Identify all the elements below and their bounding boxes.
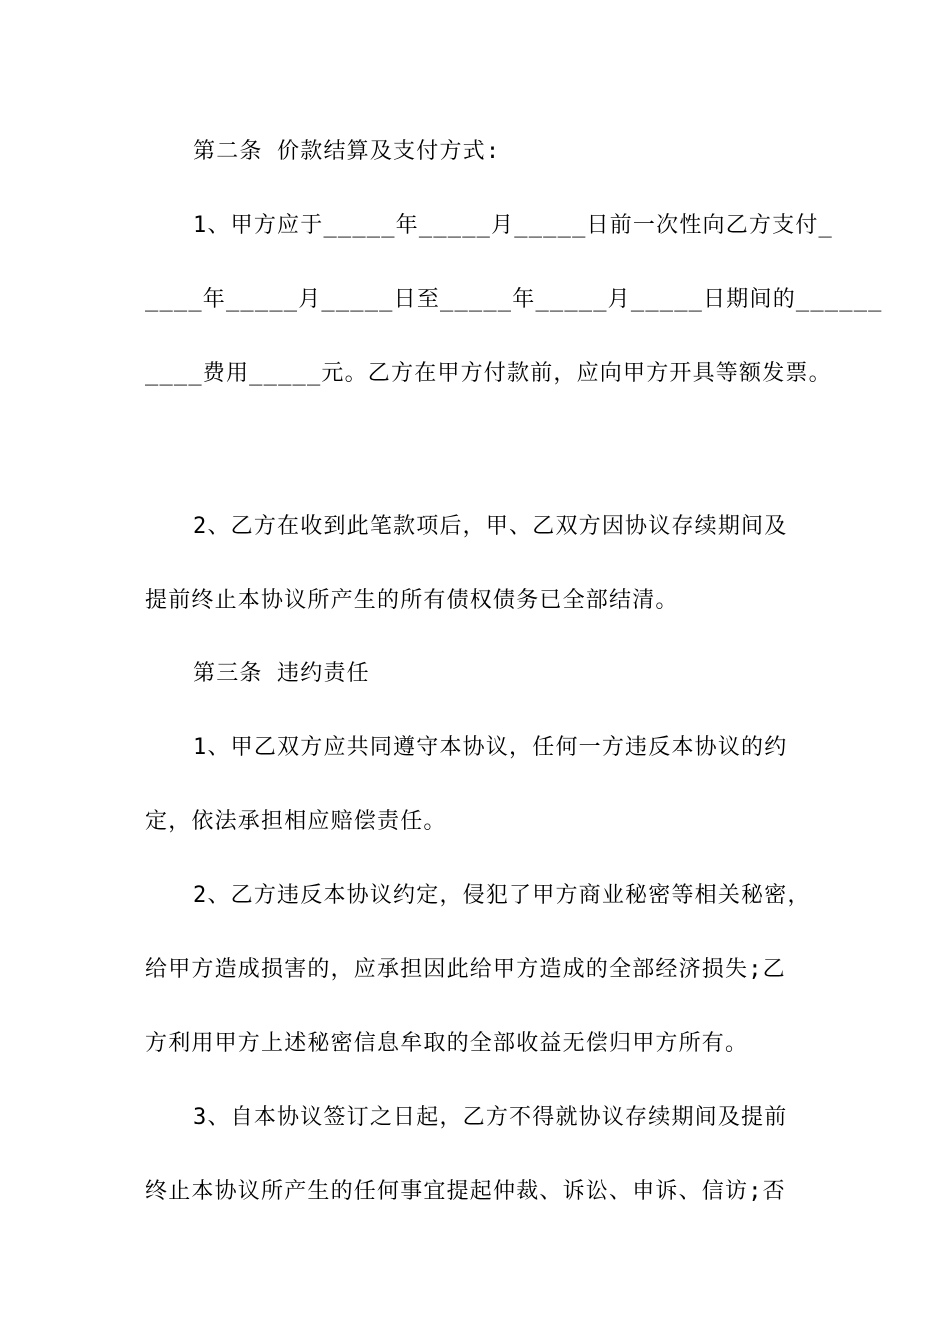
paragraph-line: 方利用甲方上述秘密信息牟取的全部收益无偿归甲方所有。 — [145, 1031, 749, 1056]
paragraph-line: 1、甲方应于_____年_____月_____日前一次性向乙方支付_ — [193, 213, 833, 238]
paragraph-line: 给甲方造成损害的，应承担因此给甲方造成的全部经济损失;乙 — [145, 957, 786, 982]
paragraph-line: 2、乙方违反本协议约定，侵犯了甲方商业秘密等相关秘密， — [193, 883, 811, 908]
paragraph-line: 2、乙方在收到此笔款项后，甲、乙双方因协议存续期间及 — [193, 514, 788, 539]
article-2-heading: 第二条 价款结算及支付方式: — [193, 139, 501, 164]
paragraph-line: 1、甲乙双方应共同遵守本协议，任何一方违反本协议的约 — [193, 735, 788, 760]
paragraph-line: ____费用_____元。乙方在甲方付款前，应向甲方开具等额发票。 — [145, 361, 832, 386]
article-3-heading: 第三条 违约责任 — [193, 661, 370, 686]
paragraph-line: 终止本协议所产生的任何事宜提起仲裁、诉讼、申诉、信访;否 — [145, 1179, 786, 1204]
paragraph-line: 3、自本协议签订之日起，乙方不得就协议存续期间及提前 — [193, 1105, 788, 1130]
paragraph-line: 提前终止本协议所产生的所有债权债务已全部结清。 — [145, 588, 679, 613]
paragraph-line: 定，依法承担相应赔偿责任。 — [145, 809, 447, 834]
paragraph-line: ____年_____月_____日至_____年_____月_____日期间的______ — [145, 287, 883, 312]
